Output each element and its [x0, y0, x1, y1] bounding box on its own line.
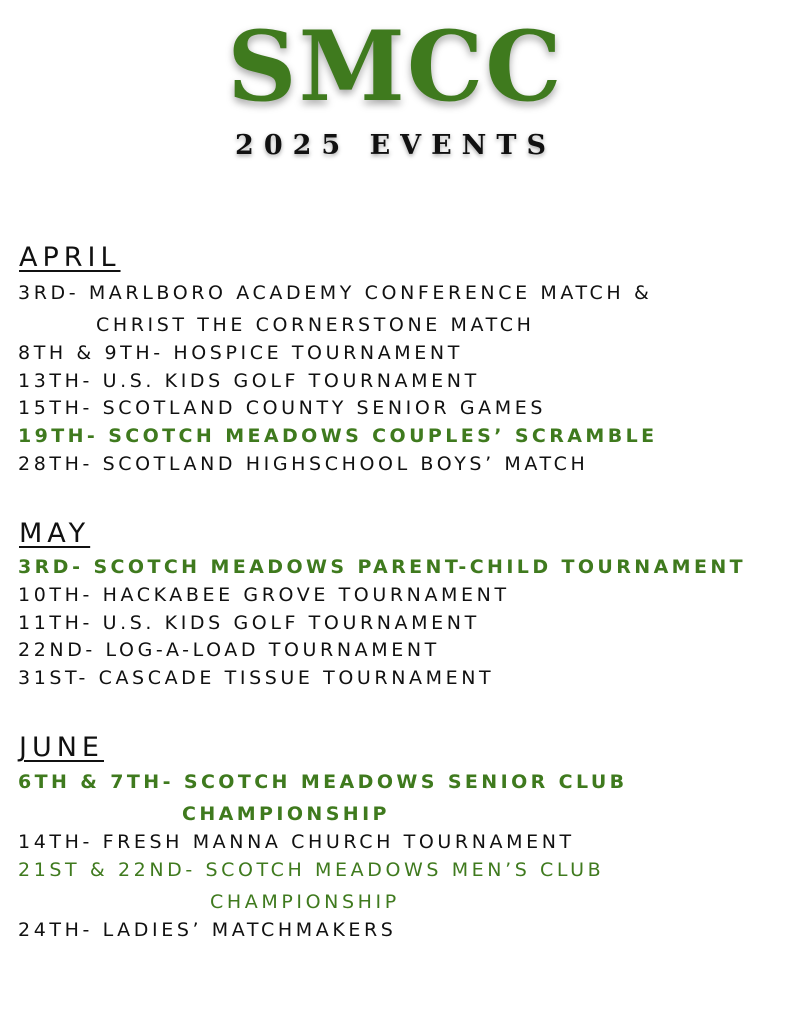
month-heading-may: MAY [19, 518, 91, 549]
event-item: 22ND- LOG-A-LOAD TOURNAMENT [18, 639, 440, 661]
events-subtitle: 2025 EVENTS [235, 130, 556, 161]
event-item-continuation: CHAMPIONSHIP [182, 803, 390, 825]
event-item-highlight: 3RD- SCOTCH MEADOWS PARENT-CHILD TOURNAMENT [18, 556, 747, 578]
event-item: 15TH- SCOTLAND COUNTY SENIOR GAMES [18, 397, 547, 419]
event-item: 24TH- LADIES’ MATCHMAKERS [18, 919, 397, 941]
event-item-highlight: 19TH- SCOTCH MEADOWS COUPLES’ SCRAMBLE [18, 425, 658, 447]
event-item-highlight: 6TH & 7TH- SCOTCH MEADOWS SENIOR CLUB [18, 771, 628, 793]
event-item-continuation: CHAMPIONSHIP [210, 891, 400, 913]
event-item: 11TH- U.S. KIDS GOLF TOURNAMENT [18, 612, 480, 634]
event-item: 10TH- HACKABEE GROVE TOURNAMENT [18, 584, 510, 606]
event-item: 14TH- FRESH MANNA CHURCH TOURNAMENT [18, 831, 575, 853]
event-item-highlight: 21ST & 22ND- SCOTCH MEADOWS MEN’S CLUB [18, 859, 605, 881]
month-heading-april: APRIL [19, 242, 121, 273]
event-item-continuation: CHRIST THE CORNERSTONE MATCH [96, 314, 535, 336]
event-item: 8TH & 9TH- HOSPICE TOURNAMENT [18, 342, 463, 364]
event-item: 13TH- U.S. KIDS GOLF TOURNAMENT [18, 370, 480, 392]
event-item: 3RD- MARLBORO ACADEMY CONFERENCE MATCH & [18, 282, 653, 304]
month-heading-june: JUNE [19, 732, 104, 763]
event-item: 28TH- SCOTLAND HIGHSCHOOL BOYS’ MATCH [18, 453, 589, 475]
event-item: 31ST- CASCADE TISSUE TOURNAMENT [18, 667, 495, 689]
brand-title: SMCC [227, 10, 564, 123]
